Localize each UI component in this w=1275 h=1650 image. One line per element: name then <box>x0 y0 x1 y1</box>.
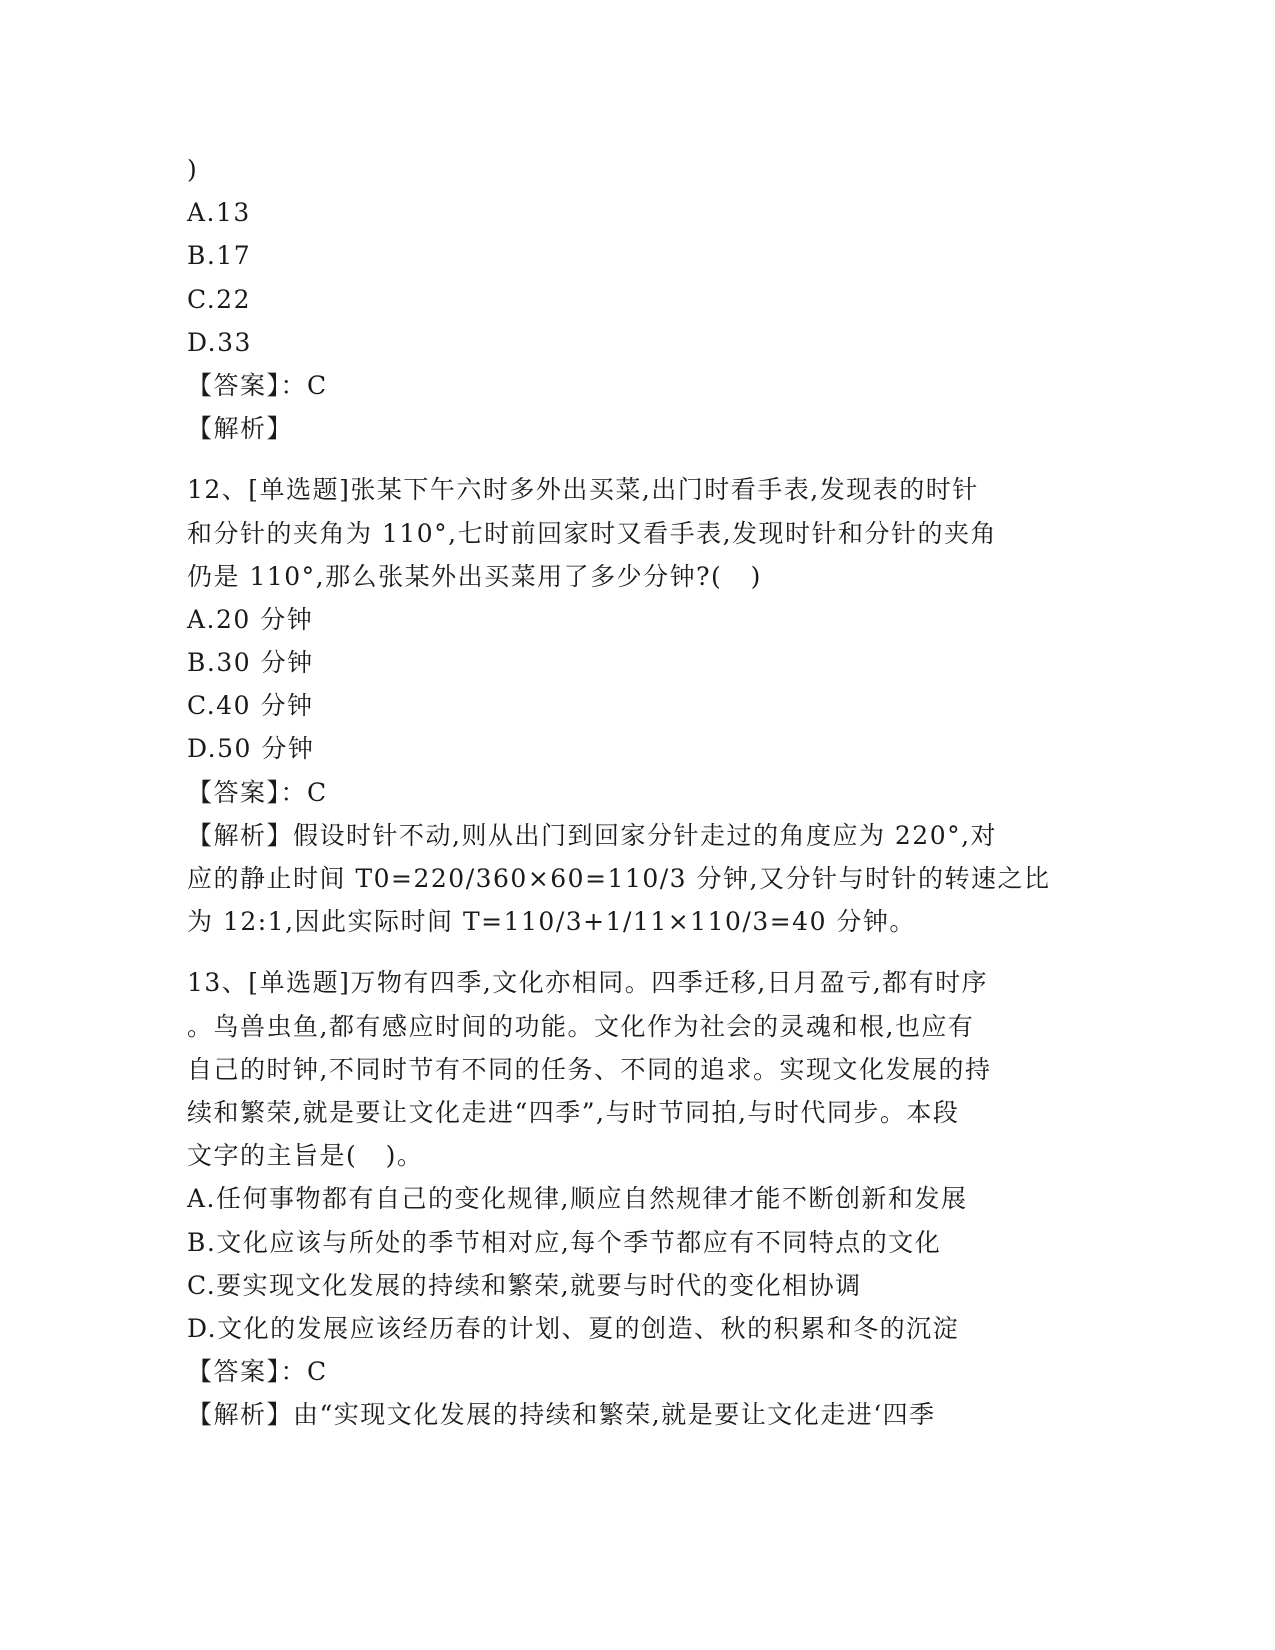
option-d: D.文化的发展应该经历春的计划、夏的创造、秋的积累和冬的沉淀 <box>187 1313 960 1343</box>
option-c: C.要实现文化发展的持续和繁荣,就要与时代的变化相协调 <box>187 1270 862 1300</box>
document-page <box>187 148 1087 1436</box>
option-c: C.22 <box>187 284 251 314</box>
question-stem-line: 续和繁荣,就是要让文化走进“四季”,与时节同拍,与时代同步。本段 <box>187 1097 960 1127</box>
option-c: C.40 分钟 <box>187 691 314 721</box>
option-a: A.20 分钟 <box>187 604 314 634</box>
answer-line: 【答案】：C <box>187 777 328 807</box>
answer-line: 【答案】：C <box>187 370 328 400</box>
spacer <box>187 450 1087 468</box>
option-d: D.33 <box>187 327 252 357</box>
option-d: D.50 分钟 <box>187 734 315 764</box>
question-stem-line: 。鸟兽虫鱼,都有感应时间的功能。文化作为社会的灵魂和根,也应有 <box>187 1011 975 1041</box>
option-a: A.任何事物都有自己的变化规律,顺应自然规律才能不断创新和发展 <box>187 1184 968 1214</box>
analysis-line: 【解析】 <box>187 414 294 444</box>
analysis-line: 【解析】由“实现文化发展的持续和繁荣,就是要让文化走进‘四季 <box>187 1400 936 1430</box>
question-stem-line: ) <box>187 155 199 184</box>
question-stem-line: 仍是 110°,那么张某外出买菜用了多少分钟?( ) <box>187 561 762 591</box>
question-stem-line: 12、[单选题]张某下午六时多外出买菜,出门时看手表,发现表的时针 <box>187 475 979 505</box>
question-stem-line: 和分针的夹角为 110°,七时前回家时又看手表,发现时针和分针的夹角 <box>187 518 998 548</box>
question-stem-line: 13、[单选题]万物有四季,文化亦相同。四季迁移,日月盈亏,都有时序 <box>187 968 989 998</box>
option-b: B.文化应该与所处的季节相对应,每个季节都应有不同特点的文化 <box>187 1227 942 1257</box>
analysis-line: 为 12:1,因此实际时间 T=110/3+1/11×110/3=40 分钟。 <box>187 907 916 937</box>
option-a: A.13 <box>187 198 251 228</box>
answer-line: 【答案】：C <box>187 1357 328 1387</box>
analysis-line: 【解析】假设时针不动,则从出门到回家分针走过的角度应为 220°,对 <box>187 820 998 850</box>
question-12 <box>187 468 1087 943</box>
option-b: B.17 <box>187 241 252 271</box>
question-11 <box>187 148 1087 450</box>
option-b: B.30 分钟 <box>187 648 314 678</box>
question-stem-line: 文字的主旨是( )。 <box>187 1141 424 1171</box>
question-13 <box>187 961 1087 1436</box>
analysis-line: 应的静止时间 T0=220/360×60=110/3 分钟,又分针与时针的转速之比 <box>187 864 1051 893</box>
question-stem-line: 自己的时钟,不同时节有不同的任务、不同的追求。实现文化发展的持 <box>187 1054 992 1084</box>
spacer <box>187 943 1087 961</box>
